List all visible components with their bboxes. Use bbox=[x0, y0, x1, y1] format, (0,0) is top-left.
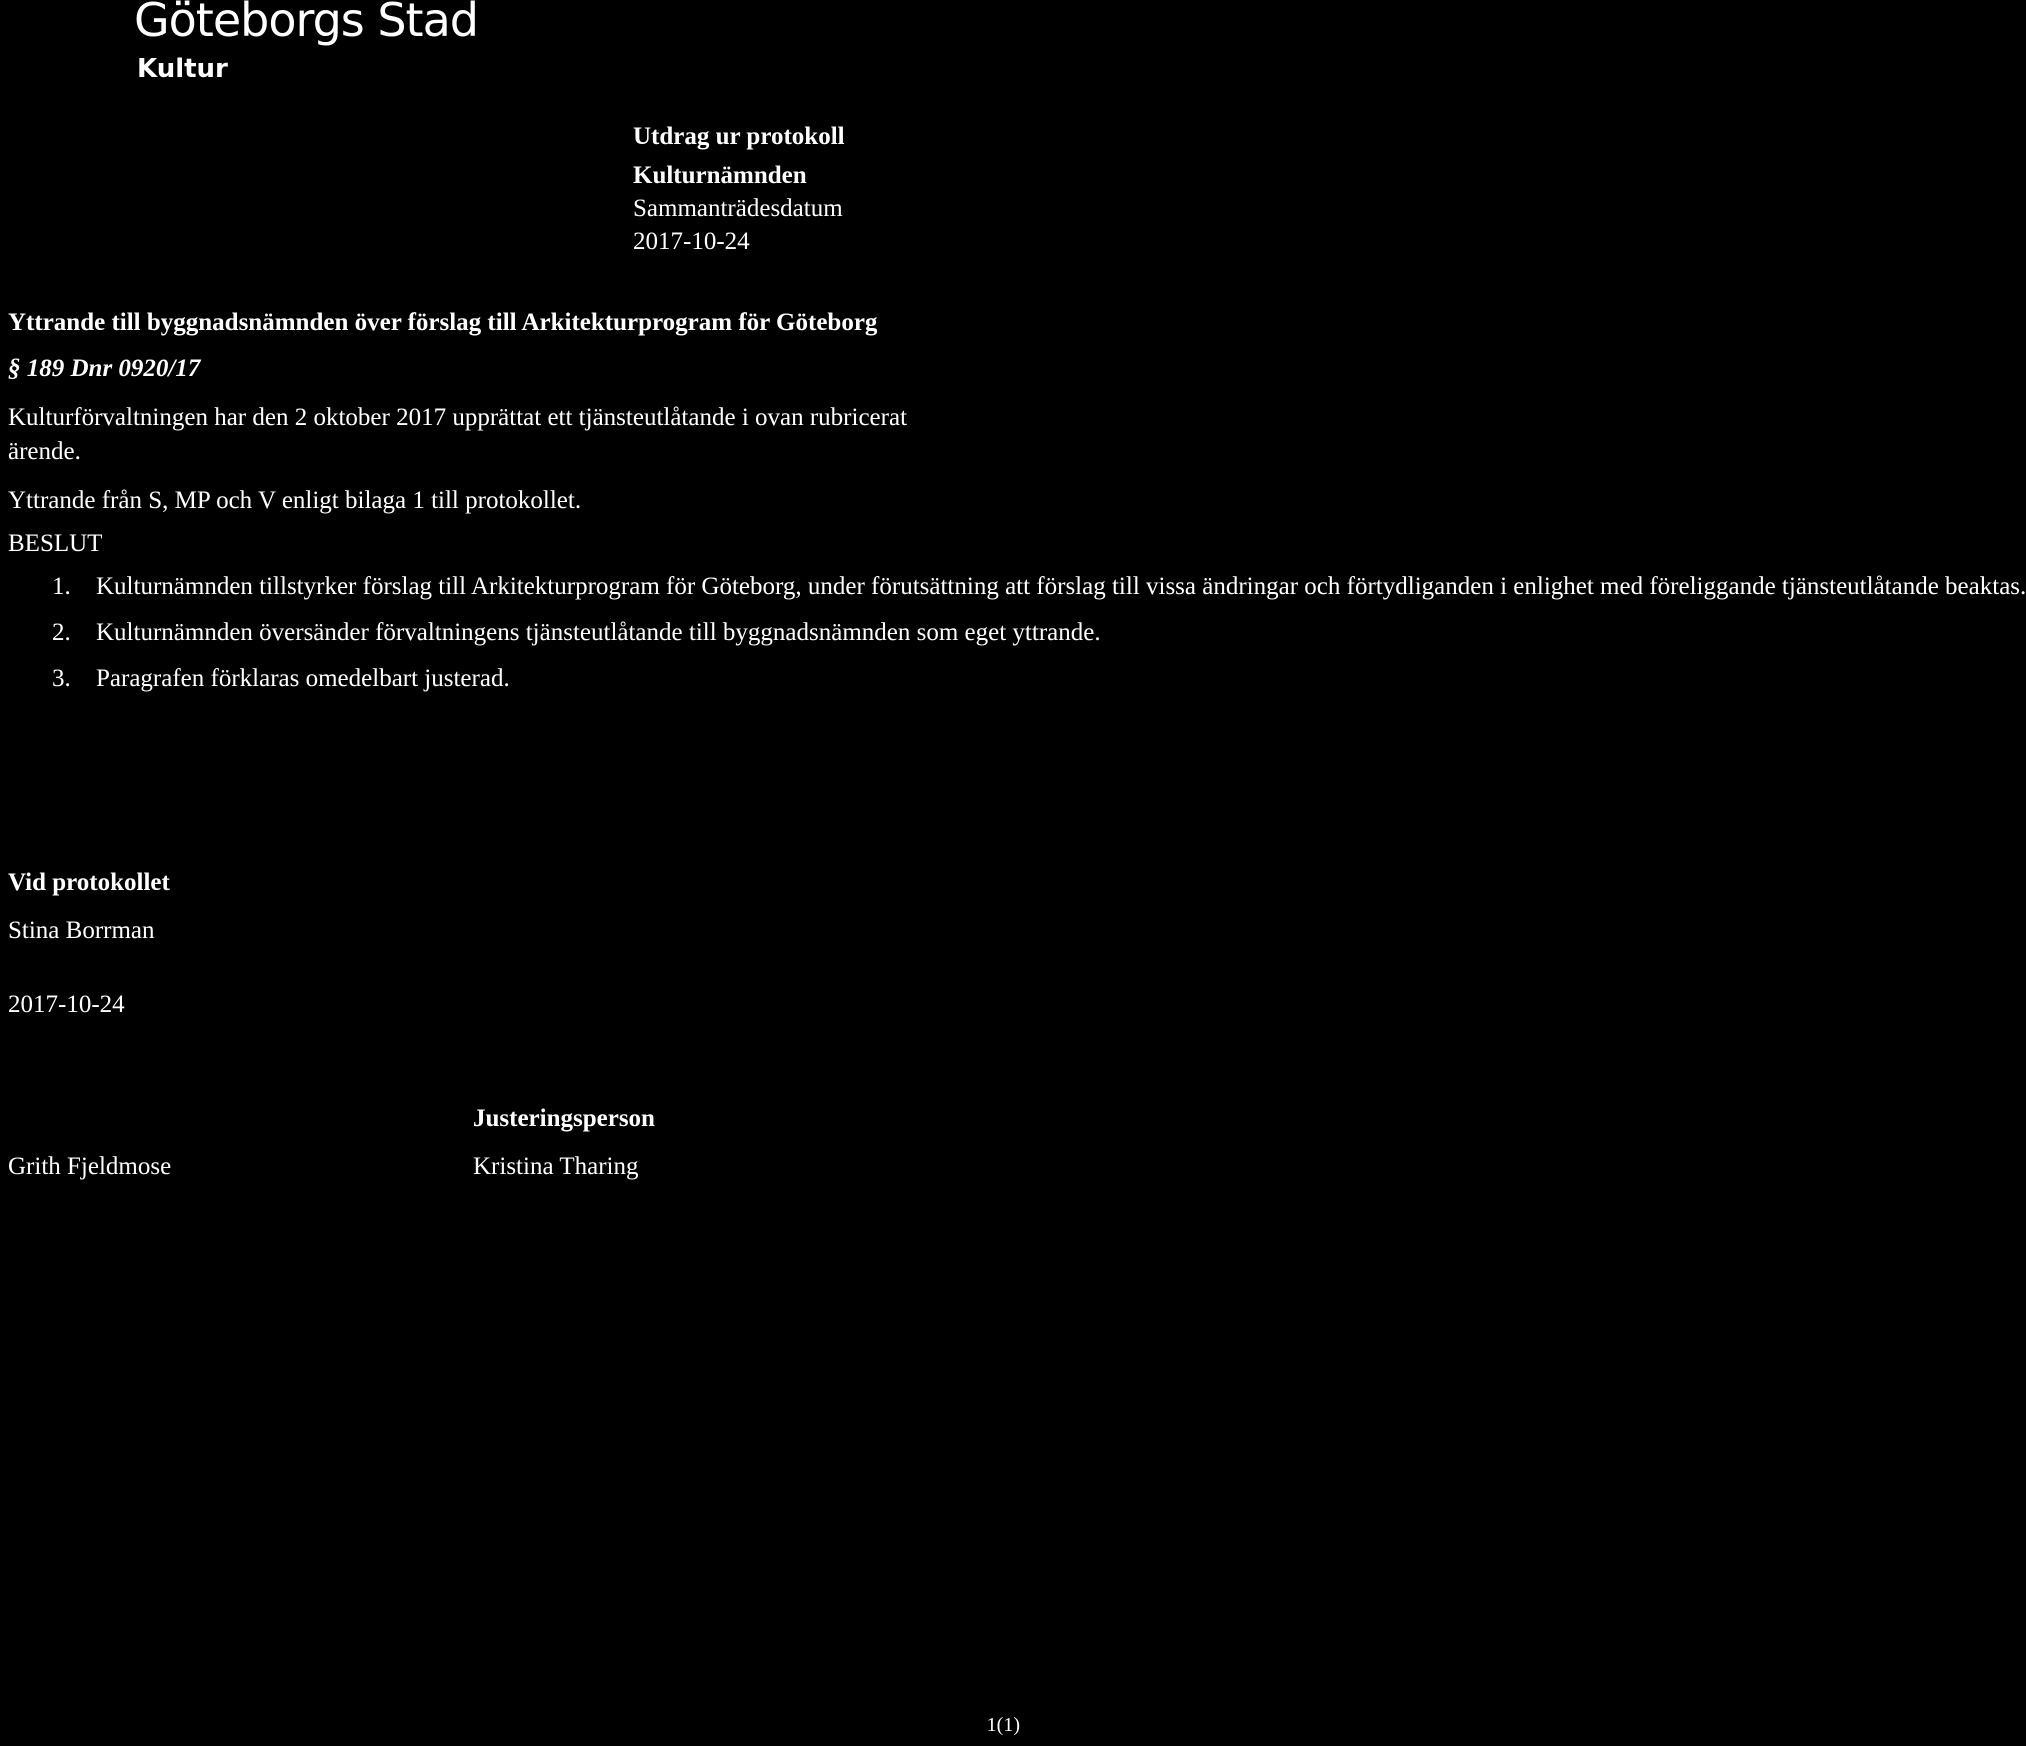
list-item-number: 1. bbox=[52, 573, 71, 600]
matter-reference: § 189 Dnr 0920/17 bbox=[8, 355, 201, 382]
list-item bbox=[8, 662, 1008, 696]
committee-name: Kulturnämnden bbox=[633, 162, 807, 189]
list-item bbox=[8, 570, 2026, 604]
decision-heading: BESLUT bbox=[8, 530, 103, 557]
document-type: Utdrag ur protokoll bbox=[633, 123, 845, 150]
chair-name: Grith Fjeldmose bbox=[8, 1153, 172, 1180]
meeting-date: 2017-10-24 bbox=[633, 228, 750, 255]
statement-paragraph: Yttrande från S, MP och V enligt bilaga 1 till protokollet. bbox=[8, 487, 582, 514]
adjuster-label: Justeringsperson bbox=[473, 1105, 655, 1132]
list-item-text: Kulturnämnden tillstyrker förslag till Arkitekturprogram för Göteborg, under förutsättning att förslag till vissa ändringar och förtydliganden i enlighet med föreliggande tjänsteutlåtande beaktas. bbox=[96, 573, 2026, 600]
list-item-number: 3. bbox=[52, 665, 71, 692]
list-item bbox=[8, 616, 1101, 650]
meeting-date-label: Sammanträdesdatum bbox=[633, 195, 843, 222]
logo-department: Kultur bbox=[137, 54, 228, 84]
intro-paragraph: Kulturförvaltningen har den 2 oktober 2017 upprättat ett tjänsteutlåtande i ovan rubricerat ärende. bbox=[8, 404, 908, 465]
protocol-label: Vid protokollet bbox=[8, 869, 170, 896]
secretary-name: Stina Borrman bbox=[8, 917, 155, 944]
matter-title: Yttrande till byggnadsnämnden över förslag till Arkitekturprogram för Göteborg bbox=[8, 309, 878, 336]
logo-organization: Göteborgs Stad bbox=[134, 0, 478, 47]
adjuster-name: Kristina Tharing bbox=[473, 1153, 639, 1180]
decision-list bbox=[8, 570, 2026, 708]
list-item-text: Paragrafen förklaras omedelbart justerad. bbox=[96, 665, 510, 692]
signature-date: 2017-10-24 bbox=[8, 991, 125, 1018]
list-item-text: Kulturnämnden översänder förvaltningens tjänsteutlåtande till byggnadsnämnden som eget yttrande. bbox=[96, 619, 1101, 646]
list-item-number: 2. bbox=[52, 619, 71, 646]
page-number: 1(1) bbox=[986, 1714, 1020, 1736]
